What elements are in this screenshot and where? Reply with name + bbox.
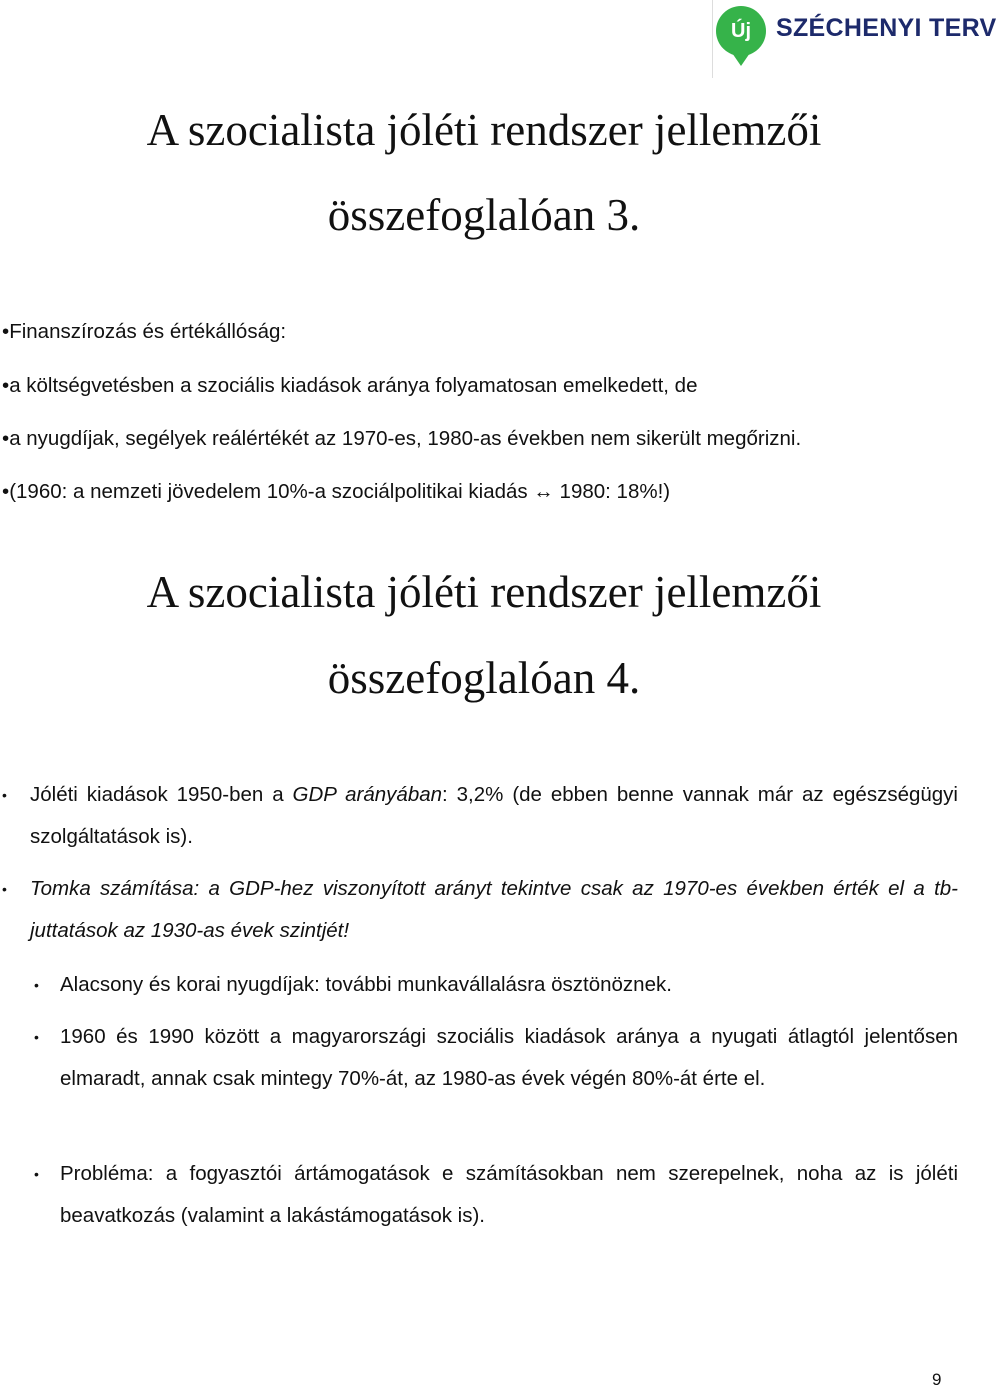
p5-text: Probléma: a fogyasztói ártámogatások e számításokban nem szerepelnek, noha az is jóléti beavatkozás (valamint a lakástámogatások is).: [60, 1162, 958, 1227]
p3-text: Alacsony és korai nyugdíjak: további munkavállalásra ösztönöznek.: [60, 973, 672, 996]
logo-badge-icon: [716, 6, 766, 56]
bullet-glyph: •: [2, 881, 7, 897]
section1-bullet-1-text: Finanszírozás és értékállóság:: [9, 320, 287, 343]
p1-text-italic: GDP arányában: [292, 783, 443, 806]
page-number: 9: [932, 1370, 942, 1389]
section1-bullet-1: [2, 320, 286, 344]
logo-name: SZÉCHENYI TERV: [776, 14, 996, 42]
section2-paragraph-2: [2, 868, 958, 952]
section1-bullet-2-text: a költségvetésben a szociális kiadások aránya folyamatosan emelkedett, de: [9, 374, 698, 397]
section2-paragraph-5: [34, 1153, 958, 1237]
section2-title-line1: A szocialista jóléti rendszer jellemzői: [146, 567, 822, 617]
bullet-glyph: •: [2, 427, 10, 450]
p2-text: Tomka számítása: a GDP-hez viszonyított arányt tekintve csak az 1970-es években érték el a tb-juttatások az 1930-as évek szintjét!: [30, 877, 958, 942]
p1-text-pre: Jóléti kiadások 1950-ben a: [30, 783, 293, 806]
bullet-glyph: •: [34, 977, 39, 993]
bullet-glyph: •: [34, 1166, 39, 1182]
p1-text-post: : 3,2% (de ebben benne vannak már az egészségügyi szolgáltatások is).: [30, 783, 958, 848]
section1-bullet-3: [2, 427, 801, 451]
section1-bullet-4: [2, 480, 670, 504]
bullet-glyph: •: [2, 320, 10, 343]
logo-divider: [712, 0, 713, 78]
logo-pin-icon: [730, 50, 752, 66]
section2-title-line2: összefoglalóan 4.: [327, 653, 641, 703]
logo-badge-text: Új: [731, 20, 751, 42]
szechenyi-terv-logo: [712, 0, 996, 78]
bullet-glyph: •: [34, 1029, 39, 1045]
section1-bullet-2: [2, 374, 697, 398]
section2-paragraph-4: [34, 1016, 958, 1100]
section2-paragraph-1: [2, 774, 958, 858]
section2-paragraph-3: [34, 964, 958, 1006]
bullet-glyph: •: [2, 787, 7, 803]
section1-title-line1: A szocialista jóléti rendszer jellemzői: [146, 105, 822, 155]
bullet-glyph: •: [2, 374, 10, 397]
section1-bullet-3-text: a nyugdíjak, segélyek reálértékét az 1970-es, 1980-as években nem sikerült megőrizni.: [9, 427, 802, 450]
section1-bullet-4-text: (1960: a nemzeti jövedelem 10%-a szociálpolitikai kiadás ↔ 1980: 18%!): [9, 480, 671, 503]
section1-title-line2: összefoglalóan 3.: [327, 190, 641, 240]
bullet-glyph: •: [2, 480, 10, 503]
p4-text: 1960 és 1990 között a magyarországi szociális kiadások aránya a nyugati átlagtól jelentősen elmaradt, annak csak mintegy 70%-át, az 1980-as évek végén 80%-át érte el.: [60, 1025, 958, 1090]
